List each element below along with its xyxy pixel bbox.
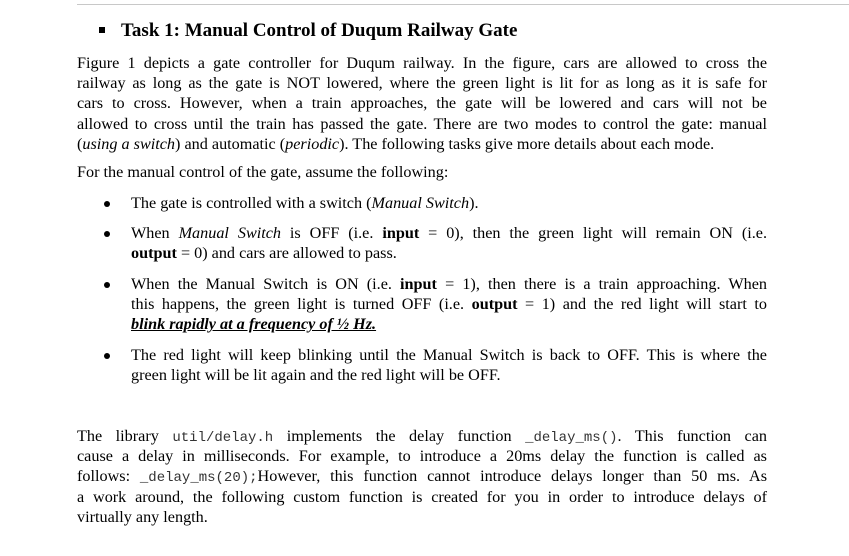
heading-text: Task 1: Manual Control of Duqum Railway Gate xyxy=(121,20,518,41)
bullet-dot-icon xyxy=(104,231,110,237)
top-divider xyxy=(77,4,849,5)
task-heading xyxy=(99,19,517,43)
intro-paragraph xyxy=(77,53,767,154)
intro-line: cars to cross. However, when a train approaches, the gate will be lowered and cars will not be xyxy=(77,94,767,113)
intro-line: allowed to cross until the train has passed the gate. There are two modes to control the gate: manual xyxy=(77,114,767,133)
square-bullet-icon xyxy=(99,27,105,33)
bullet-dot-icon xyxy=(104,353,110,359)
intro-line: Figure 1 depicts a gate controller for Duqum railway. In the figure, cars are allowed to cross the xyxy=(77,54,767,72)
bullet-dot-icon xyxy=(104,282,110,288)
library-paragraph: The library util/delay.h implements the delay function _delay_ms(). This function can cause a delay in milliseconds. For example, to introduce a 20ms delay the function is called as follows: _delay_ms(20);However, this function cannot introduce delays longer than 50 ms. As a work around, the following custom function is created for you in order to introduce delays of virtually any length. xyxy=(77,427,768,526)
assume-text: For the manual control of the gate, assume the following: xyxy=(77,163,449,181)
intro-line: railway as long as the gate is NOT lowered, where the green light is lit for as long as it is safe for xyxy=(77,74,767,93)
assume-paragraph xyxy=(77,162,767,182)
bullet-dot-icon xyxy=(104,201,110,207)
intro-line-last: (using a switch) and automatic (periodic). The following tasks give more details about each mode. xyxy=(77,134,715,153)
